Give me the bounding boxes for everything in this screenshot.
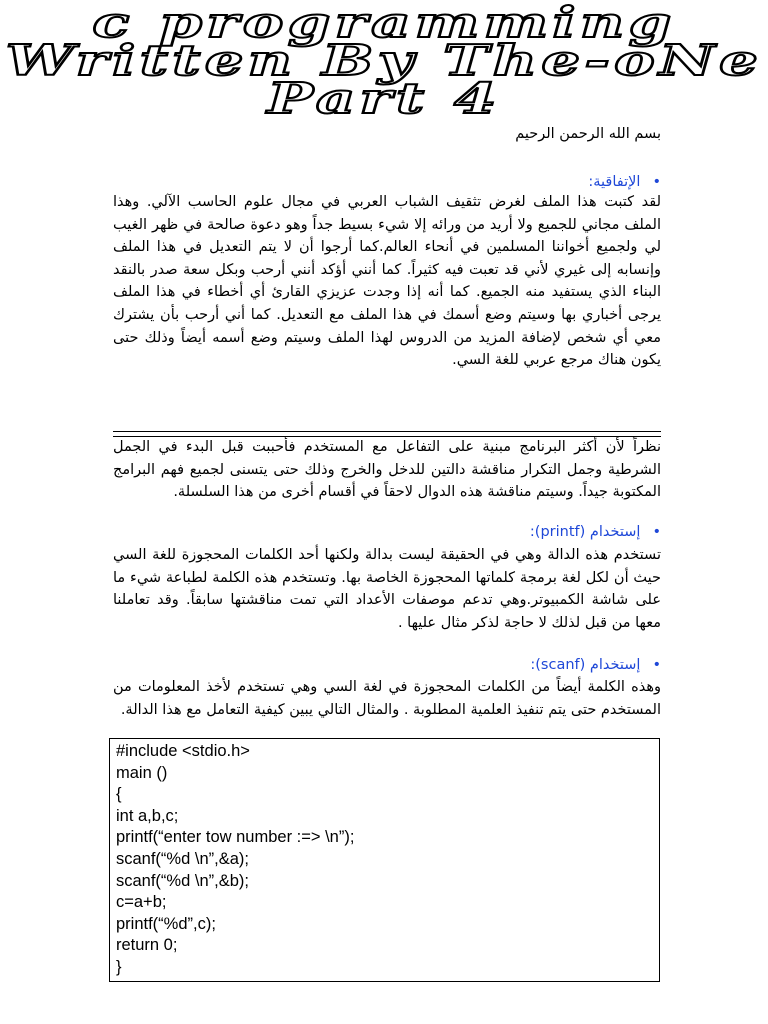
agreement-heading <box>588 172 661 192</box>
title-line-3: Part 4 <box>267 74 501 123</box>
basmala: بسم الله الرحمن الرحيم <box>515 126 661 142</box>
code-line: printf(“enter tow number :=> \n”); <box>116 828 355 847</box>
printf-heading <box>530 522 661 542</box>
intro-paragraph: نظراً لأن أكثر البرنامج مبنية على التفاعل مع المستخدم فأحببت قبل البدء في الجمل الشرطية وجمل التكرار مناقشة دالتين للدخل والخرج وذلك حتى يتسنى لجميع فهم البرامج المكتوبة جيداً. وسيتم مناقشة هذه الدوال لاحقاً في أقسام أخرى من هذا السلسلة. <box>113 439 661 501</box>
document-title <box>0 0 768 123</box>
code-line: } <box>116 957 122 976</box>
code-line: return 0; <box>116 936 178 955</box>
code-line: #include <stdio.h> <box>116 742 250 760</box>
scanf-paragraph: وهذه الكلمة أيضاً من الكلمات المحجوزة في لغة السي وهي تستخدم لأخذ المعلومات من المستخدم حتى يتم تنفيذ العلمية المطلوبة . والمثال التالي يبين كيفية التعامل مع هذا الدالة. <box>113 679 661 718</box>
scanf-heading <box>530 655 661 675</box>
code-line: printf(“%d”,c); <box>116 914 216 933</box>
title-line-1: c programming <box>92 0 676 47</box>
code-line: c=a+b; <box>116 893 167 912</box>
code-line: { <box>116 785 122 804</box>
code-line: main () <box>116 763 168 782</box>
code-line: int a,b,c; <box>116 806 179 825</box>
printf-heading-text: إستخدام (printf): <box>529 524 641 540</box>
code-example-box <box>109 738 660 982</box>
title-line-2: Written By The-oNe <box>5 36 763 85</box>
agreement-heading-text: الإتفاقية: <box>588 174 641 190</box>
scanf-heading-text: إستخدام (scanf): <box>530 657 641 673</box>
code-line: scanf(“%d \n”,&a); <box>116 849 249 868</box>
printf-paragraph: تستخدم هذه الدالة وهي في الحقيقة ليست بدالة ولكنها أحد الكلمات المحجوزة للغة السي حيث أن لكل لغة برمجة كلماتها المحجوزة الخاصة بها. وتستخدم هذه الكلمة لطباعة شيء ما على شاشة الكمبيوتر.وهي تدعم موصفات الأعداد التي تمت مناقشتها سابقاً. وقد تعاملنا معها من قبل لذلك لا حاجة لذكر مثال عليها . <box>113 547 661 631</box>
bullet-icon: • <box>652 657 661 673</box>
bullet-icon: • <box>652 524 661 540</box>
agreement-paragraph: لقد كتبت هذا الملف لغرض تثقيف الشباب العربي في مجال علوم الحاسب الآلي. وهذا الملف مجاني للجميع ولا أريد من ورائه إلا شيء بسيط جداً وهو دعوة صالحة في ظهر الغيب لي ولجميع أخواننا المسلمين في أنحاء العالم.كما أرجوا أن لا يتم التعديل في هذا الملف وإنسابه إلى غيري لأني قد تعبت فيه كثيراً. كما أنني أؤكد أنني أرحب وبكل سعة صدر بالنقد البناء الذي يستفيد منه الجميع. كما أنه إذا وجدت عزيزي القارئ أي أخطاء في هذا الملف يرجى أخباري بها وسيتم وضع أسمك في هذا الملف مع التعديل. كما أني أرحب بأن يشترك معي أي شخص لإضافة المزيد من الدروس لهذا الملف وسيتم وضع أسمه أيضاً وذلك حتى يكون هناك مرجع عربي للغة السي. <box>113 194 661 369</box>
code-line: scanf(“%d \n”,&b); <box>116 871 249 890</box>
bullet-icon: • <box>652 174 661 190</box>
